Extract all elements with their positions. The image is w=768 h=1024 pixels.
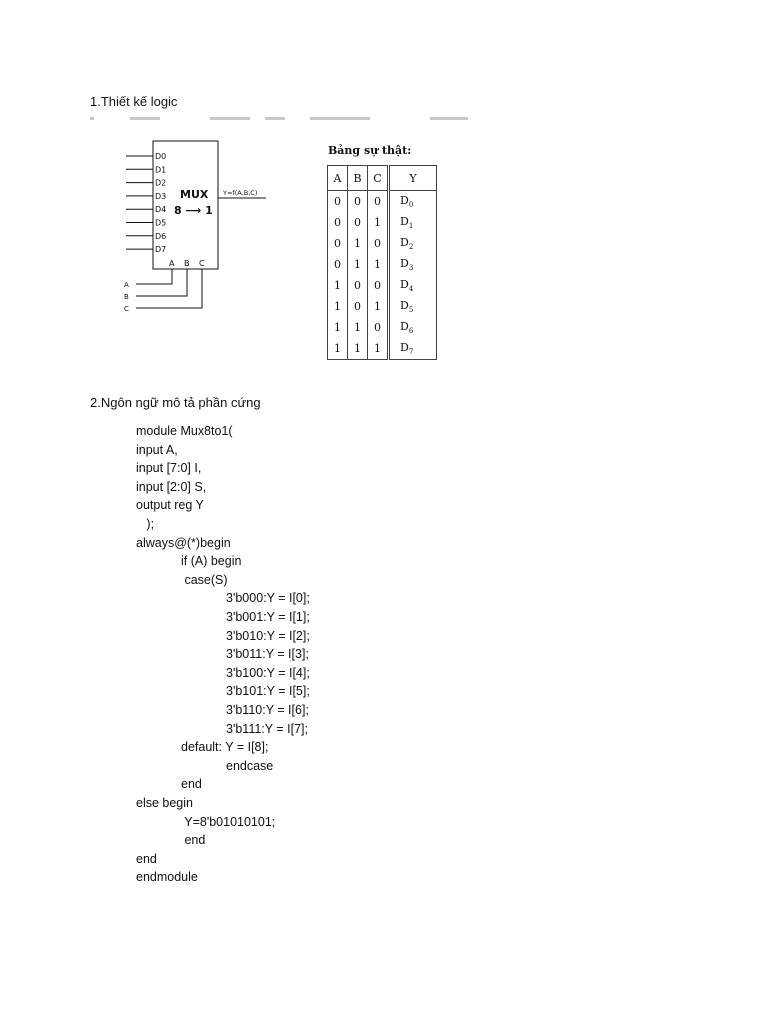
mux-ratio: 8 ⟶ 1 bbox=[174, 204, 213, 217]
truth-table-cell: 0 bbox=[368, 191, 389, 213]
mux-input-label: D7 bbox=[155, 245, 167, 255]
truth-table-cell: 0 bbox=[348, 191, 368, 213]
truth-table-cell: 1 bbox=[348, 338, 368, 360]
truth-table-cell: 1 bbox=[368, 212, 389, 233]
truth-table-cell: 1 bbox=[368, 296, 389, 317]
code-line: 3'b111:Y = I[7]; bbox=[226, 721, 308, 736]
code-line: Y=8'b01010101; bbox=[181, 814, 276, 829]
truth-table-cell: 0 bbox=[368, 317, 389, 338]
truth-table-header: A bbox=[328, 166, 348, 191]
mux-input-label: D4 bbox=[155, 205, 167, 215]
truth-table-cell: 0 bbox=[328, 233, 348, 254]
truth-table-cell: 0 bbox=[328, 254, 348, 275]
code-line: 3'b001:Y = I[1]; bbox=[226, 610, 310, 624]
table-row bbox=[328, 254, 437, 275]
code-line: input [7:0] I, bbox=[136, 461, 202, 476]
code-line: end bbox=[181, 833, 206, 848]
mux-input-label: D6 bbox=[155, 231, 167, 241]
code-line: 3'b110:Y = I[6]; bbox=[226, 703, 309, 717]
code-line: case(S) bbox=[181, 572, 228, 587]
truth-table-cell: 1 bbox=[368, 338, 389, 360]
section-heading-hdl: 2.Ngôn ngữ mô tả phần cứng bbox=[90, 395, 261, 410]
mux-input-label: D0 bbox=[155, 152, 167, 161]
mux-input-label: D1 bbox=[155, 165, 167, 175]
code-line: 3'b011:Y = I[3]; bbox=[226, 647, 309, 662]
truth-table-output-cell: $D_0$ bbox=[389, 191, 437, 213]
truth-table-output-cell: $D_7$ bbox=[389, 338, 437, 360]
truth-table-output-cell: $D_5$ bbox=[389, 296, 437, 317]
table-row bbox=[328, 233, 437, 254]
table-row bbox=[328, 212, 437, 233]
code-line: if (A) begin bbox=[181, 554, 242, 569]
mux-select-label-outside: A bbox=[124, 281, 129, 289]
code-line: 3'b100:Y = I[4]; bbox=[226, 665, 310, 680]
truth-table-output-cell: $D_4$ bbox=[389, 275, 437, 296]
table-row bbox=[328, 275, 437, 296]
truth-table-title: Bảng sự thật: bbox=[328, 144, 412, 157]
table-row bbox=[328, 191, 437, 213]
mux-select-label-inside: A bbox=[169, 259, 175, 268]
truth-table-output-cell: $D_1$ bbox=[389, 212, 437, 233]
truth-table-cell: 1 bbox=[328, 317, 348, 338]
mux-select-line bbox=[136, 269, 172, 284]
code-line: 3'b000:Y = I[0]; bbox=[226, 591, 310, 606]
truth-table-cell: 1 bbox=[328, 338, 348, 360]
code-line: else begin bbox=[136, 796, 193, 810]
mux-select-label-outside: B bbox=[124, 293, 129, 301]
table-row bbox=[328, 296, 437, 317]
mux-select-line bbox=[136, 269, 202, 308]
mux-select-label-inside: C bbox=[199, 259, 205, 268]
mux-select-label-outside: C bbox=[124, 305, 129, 313]
mux-input-label: D2 bbox=[155, 178, 167, 188]
truth-table-output-cell: $D_3$ bbox=[389, 254, 437, 275]
truth-table-cell: 1 bbox=[348, 254, 368, 275]
code-line: 3'b101:Y = I[5]; bbox=[226, 684, 310, 699]
truth-table-cell: 0 bbox=[368, 233, 389, 254]
section-heading-logic-design: 1.Thiết kế logic bbox=[90, 94, 178, 109]
truth-table-header: B bbox=[348, 166, 368, 191]
mux-block-diagram bbox=[118, 136, 278, 316]
truth-table-cell: 1 bbox=[368, 254, 389, 275]
truth-table-cell: 0 bbox=[328, 191, 348, 213]
code-line: ); bbox=[136, 517, 155, 531]
mux-output-label: Y=f(A,B,C) bbox=[223, 189, 258, 197]
mux-select-label-inside: B bbox=[184, 259, 190, 268]
mux-title: MUX bbox=[180, 188, 209, 201]
mux-select-line bbox=[136, 269, 187, 296]
truth-table-cell: 1 bbox=[328, 296, 348, 317]
code-line: endcase bbox=[226, 758, 274, 773]
truth-table-cell: 0 bbox=[328, 212, 348, 233]
code-line: end bbox=[136, 851, 157, 866]
code-line: always@(*)begin bbox=[136, 535, 231, 550]
code-line: default: Y = I[8]; bbox=[181, 740, 269, 755]
truth-table-header: Y bbox=[389, 166, 437, 191]
truth-table-cell: 1 bbox=[348, 317, 368, 338]
truth-table-cell: 1 bbox=[328, 275, 348, 296]
truth-table-cell: 1 bbox=[348, 233, 368, 254]
mux-input-label: D3 bbox=[155, 191, 167, 201]
code-line: module Mux8to1( bbox=[136, 424, 233, 438]
mux-input-label: D5 bbox=[155, 218, 167, 228]
cropped-text-line bbox=[90, 117, 470, 123]
truth-table-cell: 0 bbox=[348, 296, 368, 317]
code-line: end bbox=[181, 777, 202, 792]
table-row bbox=[328, 317, 437, 338]
code-line: 3'b010:Y = I[2]; bbox=[226, 628, 310, 643]
truth-table-cell: 0 bbox=[368, 275, 389, 296]
code-line: input [2:0] S, bbox=[136, 479, 207, 494]
table-row bbox=[328, 338, 437, 360]
truth-table-output-cell: $D_6$ bbox=[389, 317, 437, 338]
code-line: input A, bbox=[136, 442, 178, 457]
truth-table-cell: 0 bbox=[348, 275, 368, 296]
code-line: output reg Y bbox=[136, 498, 204, 513]
truth-table-header: C bbox=[368, 166, 389, 191]
code-line: endmodule bbox=[136, 870, 198, 885]
truth-table-cell: 0 bbox=[348, 212, 368, 233]
truth-table-output-cell: $D_2$ bbox=[389, 233, 437, 254]
truth-table bbox=[327, 165, 437, 360]
